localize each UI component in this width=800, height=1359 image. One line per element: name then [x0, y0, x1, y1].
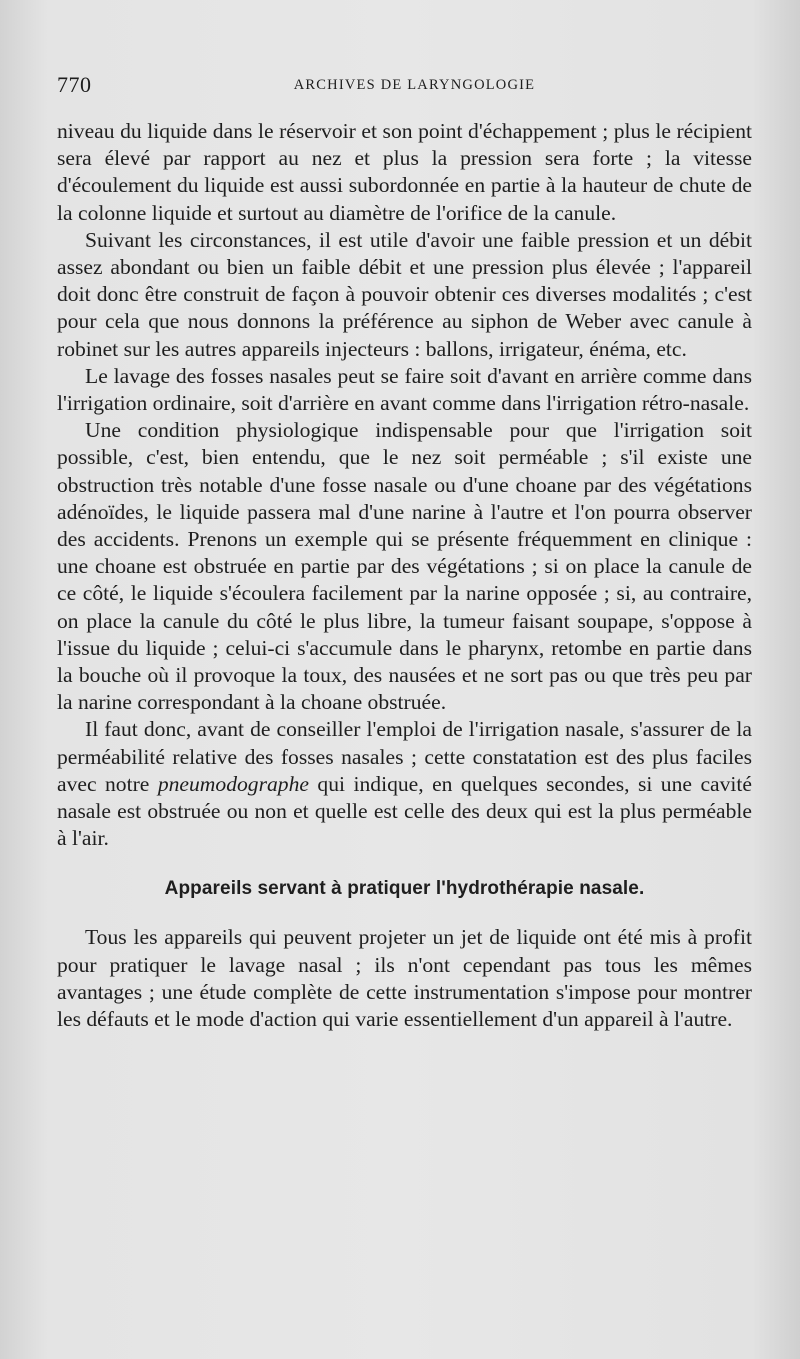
article-body [57, 118, 752, 1033]
paragraph-6-text: Tous les appareils qui peuvent projeter un jet de liquide ont été mis à profit pour pratiquer le lavage nasal ; ils n'ont cependant pas tous les mêmes avantages ; une étude complète de cette instrumentation s'impose pour montrer les défauts et le mode d'action qui varie essentiellement d'un appareil à l'autre. [57, 925, 752, 1032]
page-header [57, 72, 752, 102]
paragraph-4 [57, 417, 752, 716]
paragraph-6 [57, 924, 752, 1033]
paragraph-5 [57, 716, 752, 852]
paragraph-2 [57, 227, 752, 363]
paragraph-3-text: Le lavage des fosses nasales peut se faire soit d'avant en arrière comme dans l'irrigation ordinaire, soit d'arrière en avant comme dans l'irrigation rétro-nasale. [57, 363, 752, 416]
paragraph-5-text-end: qui indique, en quelques secondes, si une cavité nasale est obstruée ou non et quelle est celle des deux qui est la plus perméable à l'air. [57, 771, 752, 851]
paragraph-5-text-start: Il faut donc, avant de conseiller l'emploi de l'irrigation nasale, s'assurer de la perméabilité relative des fosses nasales ; cette constatation est des plus faciles avec notre [57, 717, 752, 796]
paragraph-2-text: Suivant les circonstances, il est utile d'avoir une faible pression et un débit assez abondant ou bien un faible débit et une pression plus élevée ; l'appareil doit donc être construit de façon à pouvoir obtenir ces diverses modalités ; c'est pour cela que nous donnons la préférence au siphon de Weber avec canule à robinet sur les autres appareils injecteurs : ballons, irrigateur, énéma, etc. [57, 227, 752, 361]
paragraph-4-text: Une condition physiologique indispensable pour que l'irrigation soit possible, c'est, bien entendu, que le nez soit perméable ; s'il existe une obstruction très notable d'une fosse nasale ou d'une choane par des végétations adénoïdes, le liquide passera mal d'une narine à l'autre et l'on pourra observer des accidents. Prenons un exemple qui se présente fréquemment en clinique : une choane est obstruée en partie par des végétations ; si on place la canule de ce côté, le liquide s'écoulera facilement par la narine opposée ; si, au contraire, on place la canule du côté le plus libre, la tumeur faisant soupape, s'oppose à l'issue du liquide ; celui-ci s'accumule dans le pharynx, retombe en partie dans la bouche où il provoque la toux, des nausées et ne sort pas ou que très peu par la narine correspondant à la choane obstruée. [57, 418, 752, 715]
section-heading: Appareils servant à pratiquer l'hydrothérapie nasale. [164, 878, 645, 900]
running-title: ARCHIVES DE LARYNGOLOGIE [293, 77, 536, 93]
page-number: 770 [57, 72, 92, 97]
pneumodographe-term: pneumodographe [157, 771, 309, 796]
paragraph-1-text: niveau du liquide dans le réservoir et son point d'échappement ; plus le récipient sera élevé par rapport au nez et plus la pression sera forte ; la vitesse d'écoulement du liquide est aussi subordonnée en partie à la hauteur de chute de la colonne liquide et surtout au diamètre de l'orifice de la canule. [57, 119, 752, 225]
paragraph-1 [57, 118, 752, 227]
paragraph-3 [57, 363, 752, 417]
